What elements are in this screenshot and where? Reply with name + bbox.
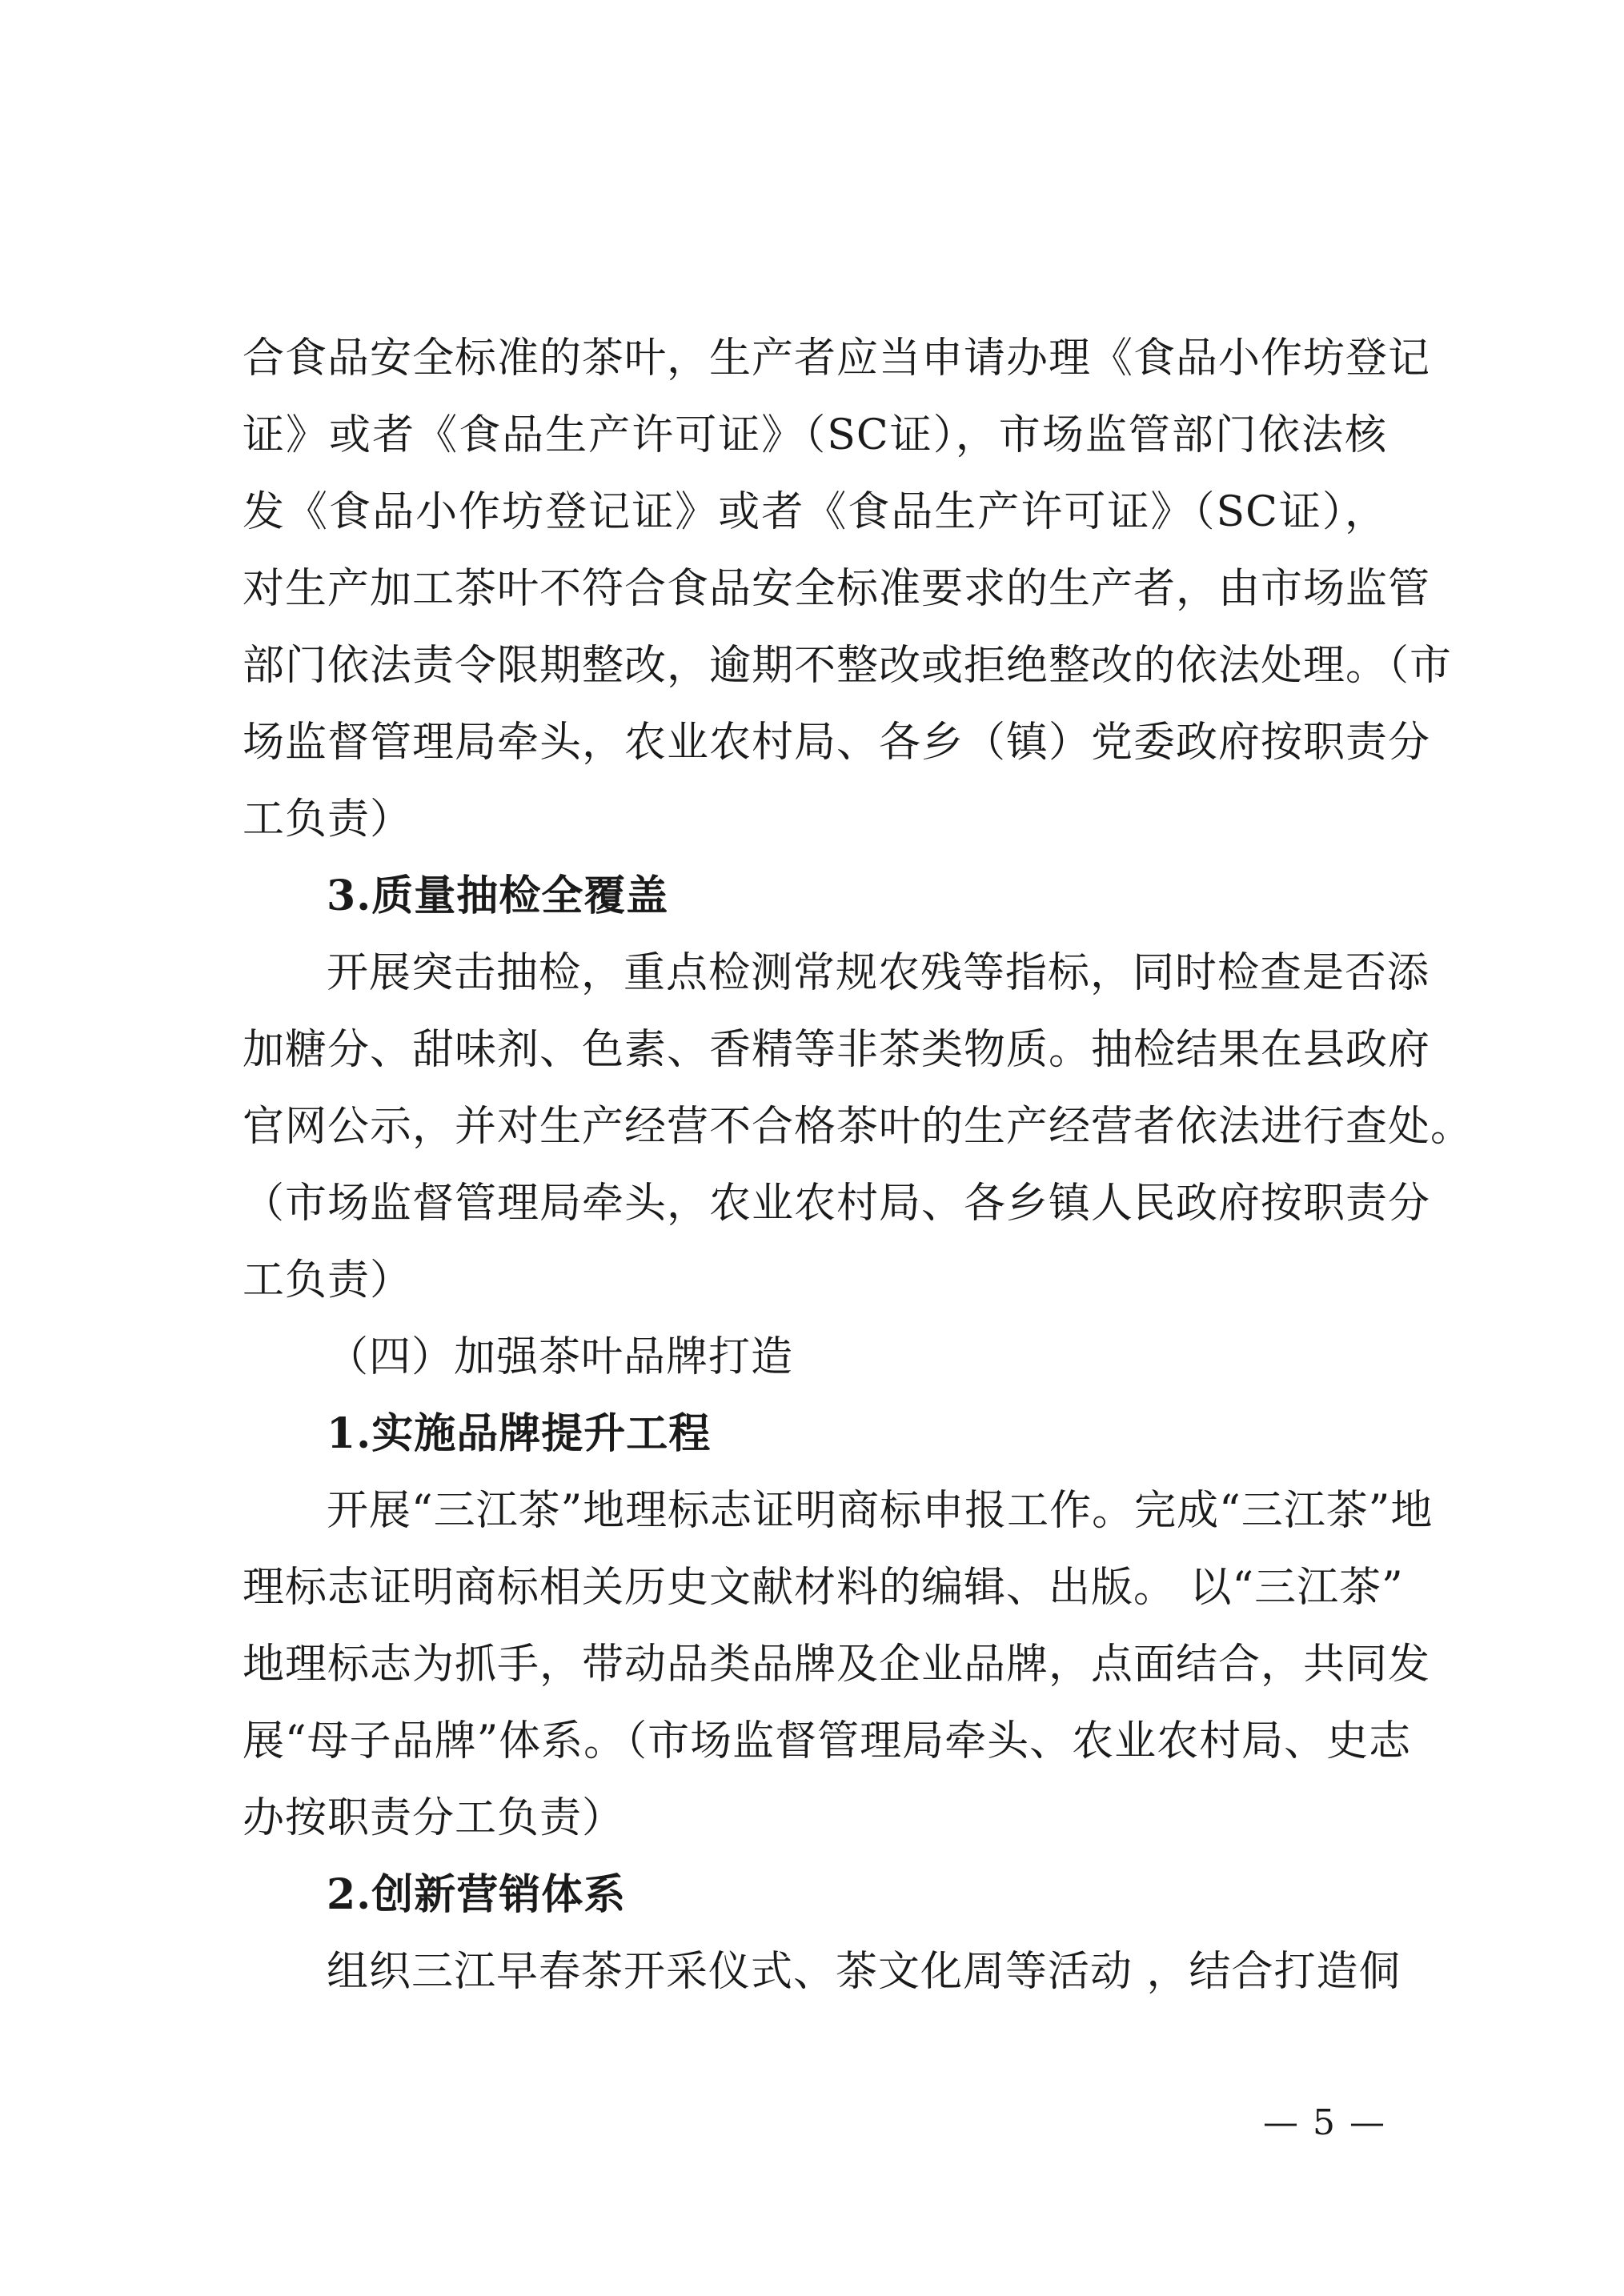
paragraph-line: 开展突击抽检，重点检测常规农残等指标，同时检查是否添 — [327, 949, 1430, 997]
paragraph-line: 工负责） — [243, 1256, 413, 1304]
page-number: — 5 — — [1263, 2102, 1386, 2143]
paragraph-line: 发《食品小作坊登记证》或者《食品生产许可证》（SC证）， — [243, 488, 1387, 536]
paragraph-line: （市场监督管理局牵头，农业农村局、各乡镇人民政府按职责分 — [243, 1180, 1431, 1228]
section-heading: 1.实施品牌提升工程 — [327, 1409, 712, 1458]
paragraph-line: 合食品安全标准的茶叶，生产者应当申请办理《食品小作坊登记 — [243, 335, 1431, 383]
paragraph-line: 办按职责分工负责） — [243, 1794, 625, 1842]
paragraph-line: 开展“三江茶”地理标志证明商标申报工作。完成“三江茶”地 — [327, 1487, 1434, 1535]
paragraph-line: 官网公示，并对生产经营不合格茶叶的生产经营者依法进行查处。 — [243, 1103, 1474, 1151]
paragraph-line: 部门依法责令限期整改，逾期不整改或拒绝整改的依法处理。（市 — [243, 642, 1453, 690]
paragraph-line: 地理标志为抓手，带动品类品牌及企业品牌，点面结合，共同发 — [243, 1641, 1431, 1689]
section-heading: 3.质量抽检全覆盖 — [327, 872, 669, 920]
paragraph-line: 工负责） — [243, 795, 413, 843]
paragraph-line: 加糖分、甜味剂、色素、香精等非茶类物质。抽检结果在县政府 — [243, 1026, 1431, 1074]
section-heading: （四）加强茶叶品牌打造 — [327, 1333, 794, 1381]
paragraph-line: 展“母子品牌”体系。（市场监督管理局牵头、农业农村局、史志 — [243, 1717, 1412, 1765]
paragraph-line: 组织三江早春茶开采仪式、茶文化周等活动 ，结合打造侗 — [327, 1948, 1401, 1996]
section-heading: 2.创新营销体系 — [327, 1870, 627, 1919]
paragraph-line: 理标志证明商标相关历史文献材料的编辑、出版。 以“三江茶” — [243, 1564, 1404, 1612]
paragraph-line: 场监督管理局牵头，农业农村局、各乡（镇）党委政府按职责分 — [243, 719, 1431, 767]
paragraph-line: 证》或者《食品生产许可证》（SC证），市场监管部门依法核 — [243, 411, 1387, 459]
paragraph-line: 对生产加工茶叶不符合食品安全标准要求的生产者，由市场监管 — [243, 565, 1431, 613]
